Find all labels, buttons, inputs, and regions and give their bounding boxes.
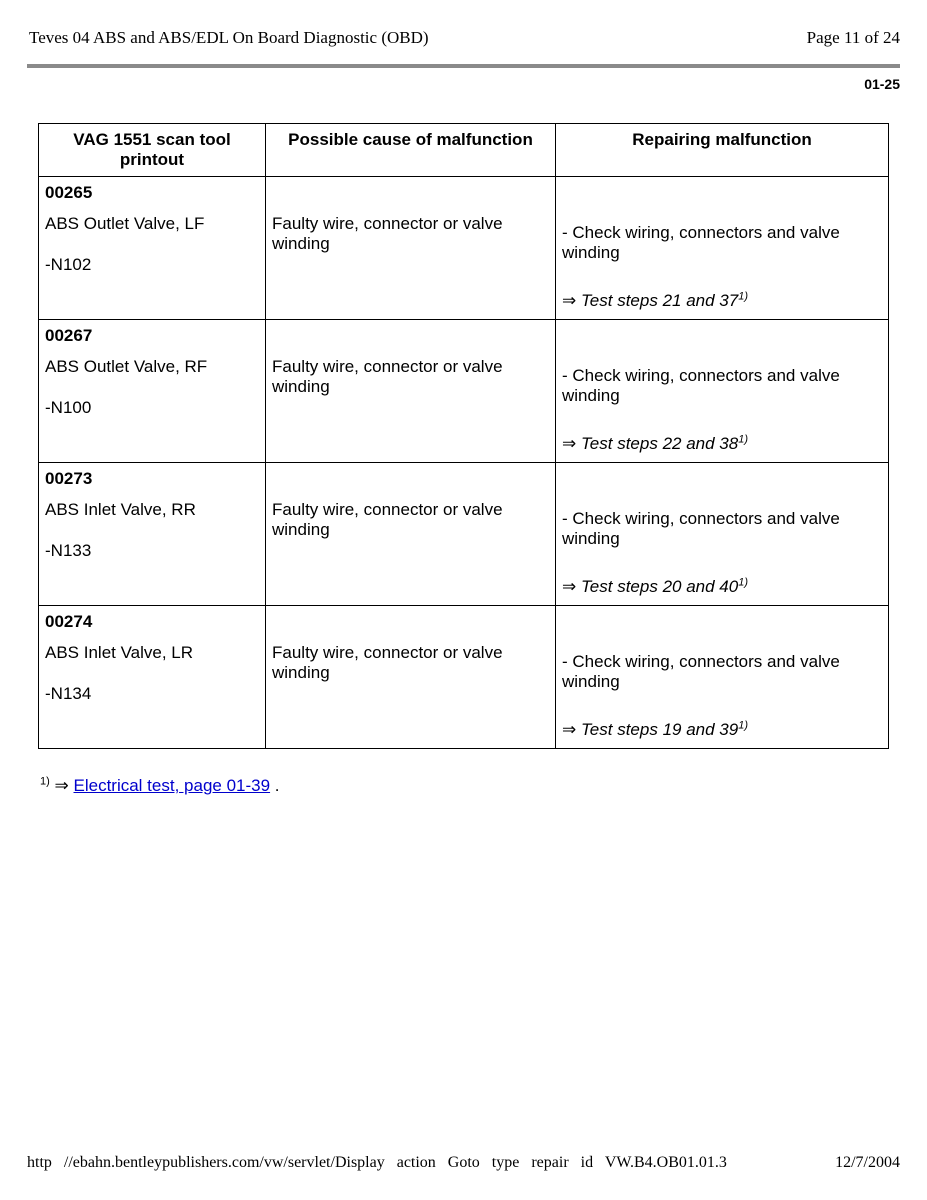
cause-text: Faulty wire, connector or valve winding <box>272 643 503 682</box>
printout-cell <box>39 463 266 606</box>
cause-cell <box>266 463 556 606</box>
footnote-marker: 1) <box>738 719 748 732</box>
test-step-ref <box>562 434 882 454</box>
fault-code: 00274 <box>45 612 93 631</box>
test-step-ref <box>562 720 882 740</box>
fault-code-table <box>38 123 889 749</box>
arrow-icon: ⇒ <box>562 434 577 453</box>
fault-name: ABS Inlet Valve, LR <box>45 643 194 662</box>
document-title: Teves 04 ABS and ABS/EDL On Board Diagnostic (OBD) <box>29 28 429 47</box>
table-row <box>39 606 889 749</box>
arrow-icon: ⇒ <box>562 720 577 739</box>
test-step-ref <box>562 291 882 311</box>
page-number: Page 11 of 24 <box>806 28 900 47</box>
cause-text: Faulty wire, connector or valve winding <box>272 500 503 539</box>
footnote <box>40 776 280 796</box>
cause-cell <box>266 177 556 320</box>
repair-text: - Check wiring, connectors and valve winding <box>562 223 840 262</box>
repair-text: - Check wiring, connectors and valve winding <box>562 509 840 548</box>
repair-text: - Check wiring, connectors and valve winding <box>562 652 840 691</box>
column-header-printout: VAG 1551 scan tool printout <box>39 124 266 177</box>
fault-name: ABS Outlet Valve, LF <box>45 214 205 233</box>
printout-cell <box>39 177 266 320</box>
repair-text: - Check wiring, connectors and valve winding <box>562 366 840 405</box>
table-row <box>39 320 889 463</box>
test-step-text: Test steps 21 and 37 <box>580 291 739 310</box>
cause-text: Faulty wire, connector or valve winding <box>272 357 503 396</box>
page-code: 01-25 <box>864 76 900 92</box>
table-header-row <box>39 124 889 177</box>
footnote-marker: 1) <box>738 290 748 303</box>
cause-cell <box>266 320 556 463</box>
footnote-marker: 1) <box>738 433 748 446</box>
repair-cell <box>556 320 889 463</box>
header-divider <box>27 64 900 68</box>
test-step-ref <box>562 577 882 597</box>
fault-name: ABS Outlet Valve, RF <box>45 357 208 376</box>
component-id: -N100 <box>45 398 92 417</box>
fault-code: 00267 <box>45 326 93 345</box>
cause-cell <box>266 606 556 749</box>
test-step-text: Test steps 20 and 40 <box>580 577 739 596</box>
footer-date: 12/7/2004 <box>835 1154 900 1171</box>
printout-cell <box>39 606 266 749</box>
fault-code: 00265 <box>45 183 93 202</box>
test-step-text: Test steps 19 and 39 <box>580 720 739 739</box>
arrow-icon: ⇒ <box>562 291 577 310</box>
footnote-marker: 1) <box>738 576 748 589</box>
component-id: -N102 <box>45 255 92 274</box>
cause-text: Faulty wire, connector or valve winding <box>272 214 503 253</box>
fault-name: ABS Inlet Valve, RR <box>45 500 196 519</box>
printout-cell <box>39 320 266 463</box>
column-header-cause: Possible cause of malfunction <box>266 124 556 177</box>
test-step-text: Test steps 22 and 38 <box>580 434 739 453</box>
component-id: -N134 <box>45 684 92 703</box>
fault-code: 00273 <box>45 469 93 488</box>
component-id: -N133 <box>45 541 92 560</box>
repair-cell <box>556 177 889 320</box>
footnote-marker: 1) <box>40 775 50 788</box>
footer-url: http //ebahn.bentleypublishers.com/vw/servlet/Display action Goto type repair id VW.B4.OB01.01.3 <box>27 1154 727 1171</box>
repair-cell <box>556 463 889 606</box>
column-header-repair: Repairing malfunction <box>556 124 889 177</box>
footnote-period: . <box>274 776 280 795</box>
arrow-icon: ⇒ <box>562 577 577 596</box>
repair-cell <box>556 606 889 749</box>
arrow-icon: ⇒ <box>54 776 69 795</box>
table-row <box>39 463 889 606</box>
electrical-test-link[interactable]: Electrical test, page 01-39 <box>73 776 271 795</box>
table-row <box>39 177 889 320</box>
